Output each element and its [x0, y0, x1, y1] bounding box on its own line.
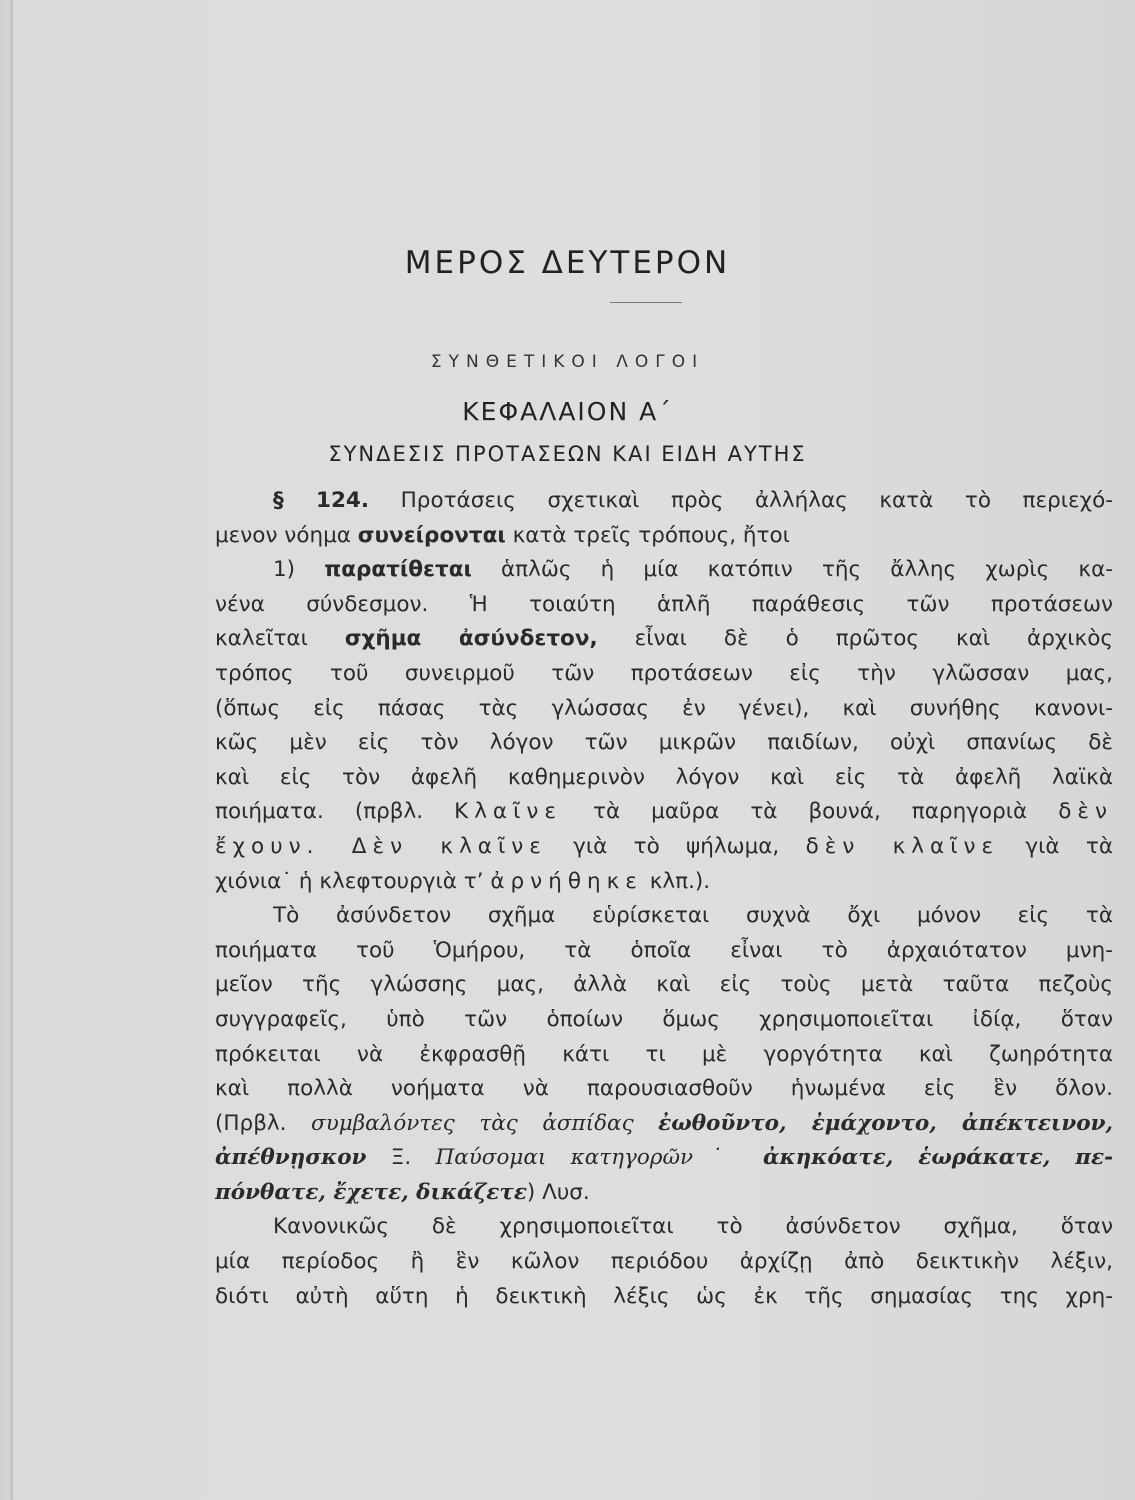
text-run: ποιήματα τοῦ Ὁμήρου, τὰ ὁποῖα εἶναι τὸ ἀρχαιότατον μνη-	[215, 937, 1113, 963]
text-line	[215, 1107, 1113, 1142]
text-run: δὲν	[1058, 799, 1113, 825]
text-run: συγγραφεῖς, ὑπὸ τῶν ὁποίων ὅμως χρησιμοποιεῖται ἰδίᾳ, ὅταν	[215, 1006, 1113, 1032]
text-line	[215, 795, 1113, 830]
body-text	[215, 484, 1113, 1314]
text-run: ) Λυσ.	[526, 1179, 590, 1205]
text-line	[215, 553, 1113, 588]
text-run: τρόπος τοῦ συνειρμοῦ τῶν προτάσεων εἰς τὴν γλῶσσαν μας,	[215, 660, 1113, 686]
text-run: κλπ.).	[642, 868, 711, 894]
text-line	[215, 657, 1113, 692]
text-line	[215, 968, 1113, 1003]
text-run: ἀκηκόατε, ἑωράκατε, πε-	[763, 1145, 1113, 1171]
text-line	[215, 899, 1113, 934]
text-line	[215, 1072, 1113, 1107]
text-run: νένα σύνδεσμον. Ἡ τοιαύτη ἁπλῆ παράθεσις τῶν προτάσεων	[215, 591, 1113, 617]
part-title: ΜΕΡΟΣ ΔΕΥΤΕΡΟΝ	[404, 245, 731, 281]
text-line	[215, 1245, 1113, 1280]
text-run: χιόνια˙ ἡ κλεφτουργιὰ τ’	[215, 868, 491, 894]
text-run: 1)	[273, 557, 325, 583]
title-divider	[610, 302, 682, 303]
text-run: ἀρνήθηκε	[490, 868, 643, 894]
text-run: ἁπλῶς ἡ μία κατόπιν τῆς ἄλλης χωρὶς κα-	[471, 557, 1113, 583]
text-run: μεῖον τῆς γλώσσης μας, ἀλλὰ καὶ εἰς τοὺς μετὰ ταῦτα πεζοὺς	[215, 972, 1113, 998]
text-line	[215, 934, 1113, 969]
text-run: γιὰ τὰ	[999, 833, 1113, 859]
text-run: καὶ πολλὰ νοήματα νὰ παρουσιασθοῦν ἡνωμένα εἰς ἓν ὅλον.	[215, 1076, 1113, 1102]
text-line	[215, 1176, 1113, 1211]
text-run: τὰ μαῦρα τὰ βουνά, παρηγοριὰ	[562, 799, 1059, 825]
text-run: Τὸ ἀσύνδετον σχῆμα εὑρίσκεται συχνὰ ὄχι μόνον εἰς τὰ	[273, 903, 1113, 929]
text-run: δὲν κλαῖνε	[805, 833, 1000, 859]
text-line	[215, 484, 1113, 519]
text-line	[215, 865, 1113, 900]
text-line	[215, 1210, 1113, 1245]
section-heading: ΣΥΝΔΕΣΙΣ ΠΡΟΤΑΣΕΩΝ ΚΑΙ ΕΙΔΗ ΑΥΤΗΣ	[328, 442, 807, 466]
text-line	[215, 1003, 1113, 1038]
text-line	[215, 588, 1113, 623]
text-run: ποιήματα. (πρβλ.	[215, 799, 455, 825]
text-line	[215, 692, 1113, 727]
text-run: (ὅπως εἰς πάσας τὰς γλώσσας ἐν γένει), καὶ συνήθης κανονι-	[215, 695, 1113, 721]
text-run: κατὰ τρεῖς τρόπους, ἤτοι	[505, 522, 790, 548]
text-run: συνείρονται	[357, 522, 506, 548]
text-run: Ξ.	[366, 1145, 436, 1171]
text-run: γιὰ τὸ ψήλωμα,	[546, 833, 806, 859]
text-line	[215, 1038, 1113, 1073]
text-run: μενον νόημα	[215, 522, 358, 548]
text-run: κῶς μὲν εἰς τὸν λόγον τῶν μικρῶν παιδίων, οὐχὶ σπανίως δὲ	[215, 730, 1113, 756]
text-run: πρόκειται νὰ ἐκφρασθῇ κάτι τι μὲ γοργότητα καὶ ζωηρότητα	[215, 1041, 1113, 1067]
text-run: παρατίθεται	[324, 557, 472, 583]
text-line	[215, 726, 1113, 761]
text-run: Προτάσεις σχετικαὶ πρὸς ἀλλήλας κατὰ τὸ περιεχό-	[369, 488, 1113, 513]
text-run: συμβαλόντες τὰς ἀσπίδας	[311, 1110, 659, 1136]
text-line	[215, 1141, 1113, 1176]
text-line	[215, 622, 1113, 657]
text-run: ἔχουν. Δὲν κλαῖνε	[215, 833, 547, 859]
text-run: § 124.	[273, 488, 370, 513]
text-line	[215, 519, 1113, 554]
text-run: ἐωθοῦντο, ἐμάχοντο, ἀπέκτεινον,	[658, 1110, 1113, 1136]
text-run: ἀπέθνῃσκον	[215, 1145, 367, 1171]
text-run: καλεῖται	[215, 626, 345, 652]
subtitle: ΣΥΝΘΕΤΙΚΟΙ ΛΟΓΟΙ	[430, 352, 705, 372]
text-run: εἶναι δὲ ὁ πρῶτος καὶ ἀρχικὸς	[597, 626, 1113, 652]
text-line	[215, 830, 1113, 865]
chapter-title: ΚΕΦΑΛΑΙΟΝ Α΄	[462, 397, 673, 426]
text-run: μία περίοδος ἢ ἓν κῶλον περιόδου ἀρχίζῃ ἀπὸ δεικτικὴν λέξιν,	[215, 1249, 1113, 1275]
text-run: (Πρβλ.	[215, 1110, 312, 1136]
text-line	[215, 761, 1113, 796]
text-run: διότι αὐτὴ αὕτη ἡ δεικτικὴ λέξις ὡς ἐκ τῆς σημασίας της χρη-	[215, 1283, 1113, 1309]
text-run: Κανονικῶς δὲ χρησιμοποιεῖται τὸ ἀσύνδετον σχῆμα, ὅταν	[273, 1214, 1113, 1240]
text-run: σχῆμα ἀσύνδετον,	[344, 626, 598, 652]
text-run: πόνθατε, ἔχετε, δικάζετε	[215, 1179, 527, 1205]
page-spine-shadow	[10, 0, 13, 1500]
text-run: Παύσομαι κατηγορῶν˙	[435, 1145, 764, 1171]
text-run: καὶ εἰς τὸν ἀφελῆ καθημερινὸν λόγον καὶ εἰς τὰ ἀφελῆ λαϊκὰ	[215, 764, 1113, 790]
text-line	[215, 1280, 1113, 1315]
text-run: Κλαῖνε	[454, 799, 563, 825]
